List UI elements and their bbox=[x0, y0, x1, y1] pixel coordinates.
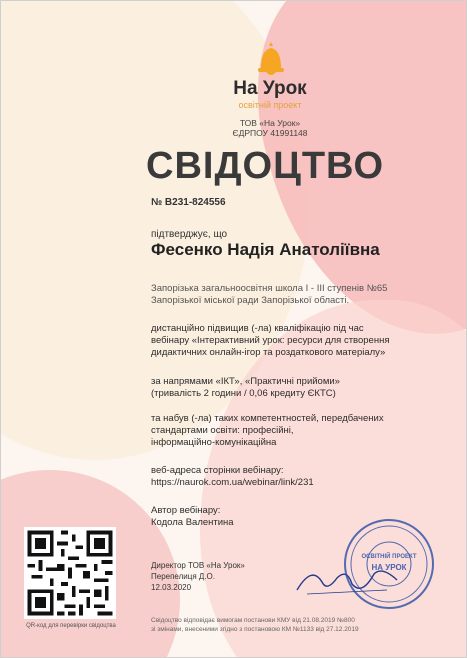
issue-date: 12.03.2020 bbox=[151, 583, 192, 592]
director-title: Директор ТОВ «На Урок» bbox=[151, 561, 245, 570]
certificate-title: СВІДОЦТВО bbox=[146, 145, 385, 187]
brand-name: На Урок bbox=[233, 78, 307, 99]
duration-line: (тривалість 2 години / 0,06 кредиту ЄКТС) bbox=[151, 388, 336, 399]
director-name: Перепелиця Д.О. bbox=[151, 572, 215, 581]
qr-caption: QR-код для перевірки свідоцтва bbox=[26, 623, 116, 629]
directions-line: за напрямами «ІКТ», «Практичні прийоми» bbox=[151, 376, 340, 387]
webinar-address bbox=[151, 465, 421, 489]
author-label: Автор вебінару: bbox=[151, 505, 221, 516]
footnote-line: зі змінами, внесеними згідно з постановою КМ №1133 від 27.12.2019 bbox=[151, 626, 359, 633]
competencies-text bbox=[151, 413, 421, 449]
school-line: Запорізької міської ради Запорізької області. bbox=[151, 295, 350, 306]
qualification-line: дидактичних онлайн-ігор та роздаткового матеріалу» bbox=[151, 347, 386, 358]
bell-logo-icon bbox=[257, 42, 285, 78]
confirms-label: підтверджує, що bbox=[151, 229, 228, 240]
qualification-line: вебінару «Інтерактивний урок: ресурси для створення bbox=[151, 335, 390, 346]
brand-subtitle: освітній проект bbox=[238, 100, 302, 110]
stamp-top-text: ОСВІТНІЙ ПРОЕКТ bbox=[361, 554, 417, 560]
certificate-number: № B231-824556 bbox=[151, 197, 226, 208]
school-info bbox=[151, 283, 411, 307]
company-name: ТОВ «На Урок» bbox=[239, 118, 301, 128]
company-code: ЄДРПОУ 41991148 bbox=[232, 128, 308, 138]
company-info bbox=[200, 118, 340, 138]
school-line: Запорізька загальноосвітня школа I - III ступенів №65 bbox=[151, 283, 388, 294]
competencies-line: та набув (-ла) таких компетентностей, передбачених bbox=[151, 413, 384, 424]
qualification-line: дистанційно підвищив (-ла) кваліфікацію під час bbox=[151, 323, 364, 334]
webinar-address-label: веб-адреса сторінки вебінару: bbox=[151, 465, 284, 476]
competencies-line: інформаційно-комунікаційна bbox=[151, 437, 277, 448]
stamp-icon bbox=[343, 518, 435, 610]
stamp-center-text: НА УРОК bbox=[371, 563, 407, 572]
qualification-text bbox=[151, 323, 421, 359]
author-name: Кодола Валентина bbox=[151, 517, 234, 528]
recipient-name: Фесенко Надія Анатоліївна bbox=[151, 240, 380, 259]
qr-code bbox=[24, 527, 116, 619]
webinar-url[interactable]: https://naurok.com.ua/webinar/link/231 bbox=[151, 477, 314, 488]
competencies-line: стандартами освіти: професійні, bbox=[151, 425, 294, 436]
directions-text bbox=[151, 376, 421, 400]
footnote-line: Свідоцтво відповідає вимогам постанови КМУ від 21.08.2019 №800 bbox=[151, 617, 355, 624]
legal-footnote bbox=[151, 616, 431, 634]
